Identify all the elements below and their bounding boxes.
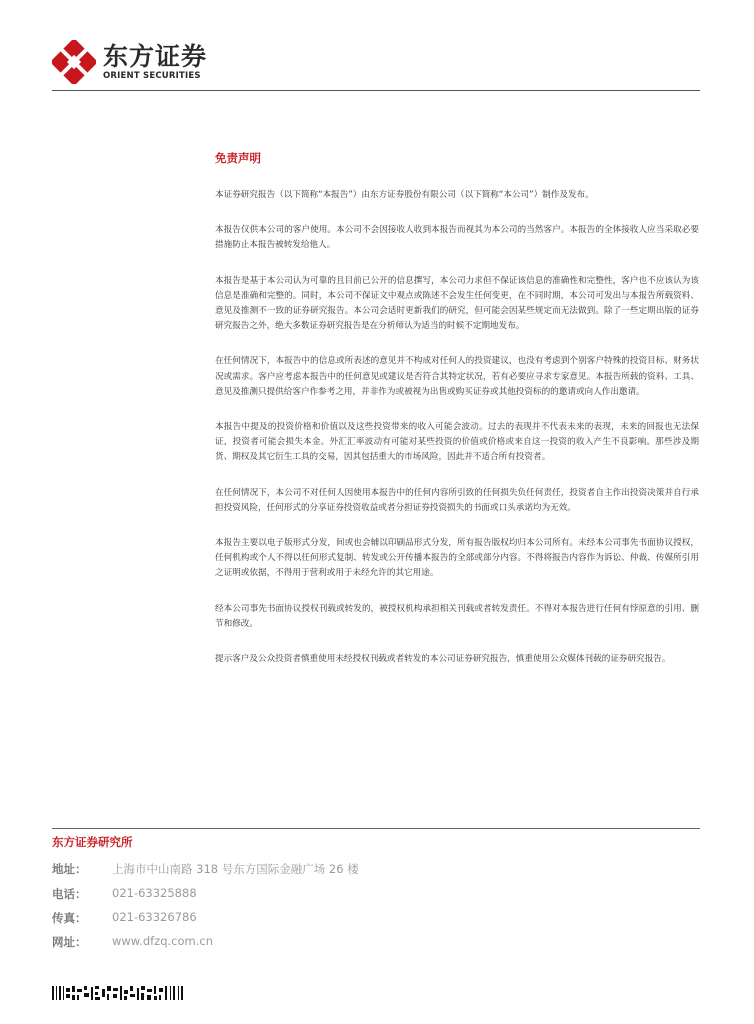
page-header xyxy=(0,0,754,92)
contact-label: 传真： xyxy=(52,911,87,925)
disclaimer-paragraph: 本报告仅供本公司的客户使用。本公司不会因接收人收到本报告而视其为本公司的当然客户。本报告的全体接收人应当采取必要措施防止本报告被转发给他人。 xyxy=(215,225,699,251)
disclaimer-paragraph: 经本公司事先书面协议授权刊载或转发的，被授权机构承担相关刊载或者转发责任。不得对本报告进行任何有悖原意的引用、删节和修改。 xyxy=(215,603,699,629)
footer-divider xyxy=(52,828,700,829)
disclaimer-paragraph: 本报告中提及的投资价格和价值以及这些投资带来的收入可能会波动。过去的表现并不代表未来的表现，未来的回报也无法保证，投资者可能会损失本金。外汇汇率波动有可能对某些投资的价值或价格或来自这一投资的收入产生不良影响。那些涉及期货、期权及其它衍生工具的交易，因其包括重大的市场风险，因此并不适合所有投资者。 xyxy=(215,422,699,463)
disclaimer-section xyxy=(215,150,699,687)
contact-value: 021-63325888 xyxy=(112,886,197,900)
contact-value[interactable]: www.dfzq.com.cn xyxy=(112,934,213,948)
contact-value: 上海市中山南路 318 号东方国际金融广场 26 楼 xyxy=(112,862,359,876)
orient-securities-logo-icon xyxy=(52,40,96,84)
disclaimer-paragraph: 本报告主要以电子版形式分发，间或也会辅以印刷品形式分发，所有报告版权均归本公司所有。未经本公司事先书面协议授权，任何机构或个人不得以任何形式复制、转发或公开传播本报告的全部或部分内容。不得将报告内容作为诉讼、仲裁、传媒所引用之证明或依据，不得用于营利或用于未经允许的其它用途。 xyxy=(215,538,699,579)
disclaimer-paragraph: 提示客户及公众投资者慎重使用未经授权刊载或者转发的本公司证券研究报告，慎重使用公众媒体刊载的证券研究报告。 xyxy=(215,654,671,665)
disclaimer-paragraph: 本报告是基于本公司认为可靠的且目前已公开的信息撰写，本公司力求但不保证该信息的准确性和完整性，客户也不应该认为该信息是准确和完整的。同时，本公司不保证文中观点或陈述不会发生任何变更，在不同时期，本公司可发出与本报告所载资料、意见及推测不一致的证券研究报告。本公司会适时更新我们的研究，但可能会因某些规定而无法做到。除了一些定期出版的证券研究报告之外，绝大多数证券研究报告是在分析师认为适当的时候不定期地发布。 xyxy=(215,275,699,332)
contact-label: 电话： xyxy=(52,887,87,901)
contact-value: 021-63326786 xyxy=(112,910,197,924)
institute-name: 东方证券研究所 xyxy=(52,835,133,849)
contact-label: 地址： xyxy=(52,862,87,876)
barcode-icon xyxy=(52,986,184,1000)
header-divider xyxy=(52,90,700,91)
disclaimer-paragraph: 本证券研究报告（以下简称“本报告”）由东方证券股份有限公司（以下简称“本公司”）制作及发布。 xyxy=(215,190,594,200)
company-name-cn: 东方证券 xyxy=(103,42,208,71)
contact-label: 网址： xyxy=(52,935,87,949)
disclaimer-title: 免责声明 xyxy=(215,151,261,165)
disclaimer-paragraph: 在任何情况下，本报告中的信息或所表述的意见并不构成对任何人的投资建议，也没有考虑到个别客户特殊的投资目标、财务状况或需求。客户应考虑本报告中的任何意见或建议是否符合其特定状况，若有必要应寻求专家意见。本报告所载的资料、工具、意见及推测只提供给客户作参考之用，并非作为或被视为出售或购买证券或其他投资标的的邀请或向人作出邀请。 xyxy=(215,356,699,397)
disclaimer-paragraph: 在任何情况下，本公司不对任何人因使用本报告中的任何内容所引致的任何损失负任何责任，投资者自主作出投资决策并自行承担投资风险，任何形式的分享证券投资收益或者分担证券投资损失的书面或口头承诺均为无效。 xyxy=(215,487,699,513)
company-name-en: ORIENT SECURITIES xyxy=(103,71,201,81)
